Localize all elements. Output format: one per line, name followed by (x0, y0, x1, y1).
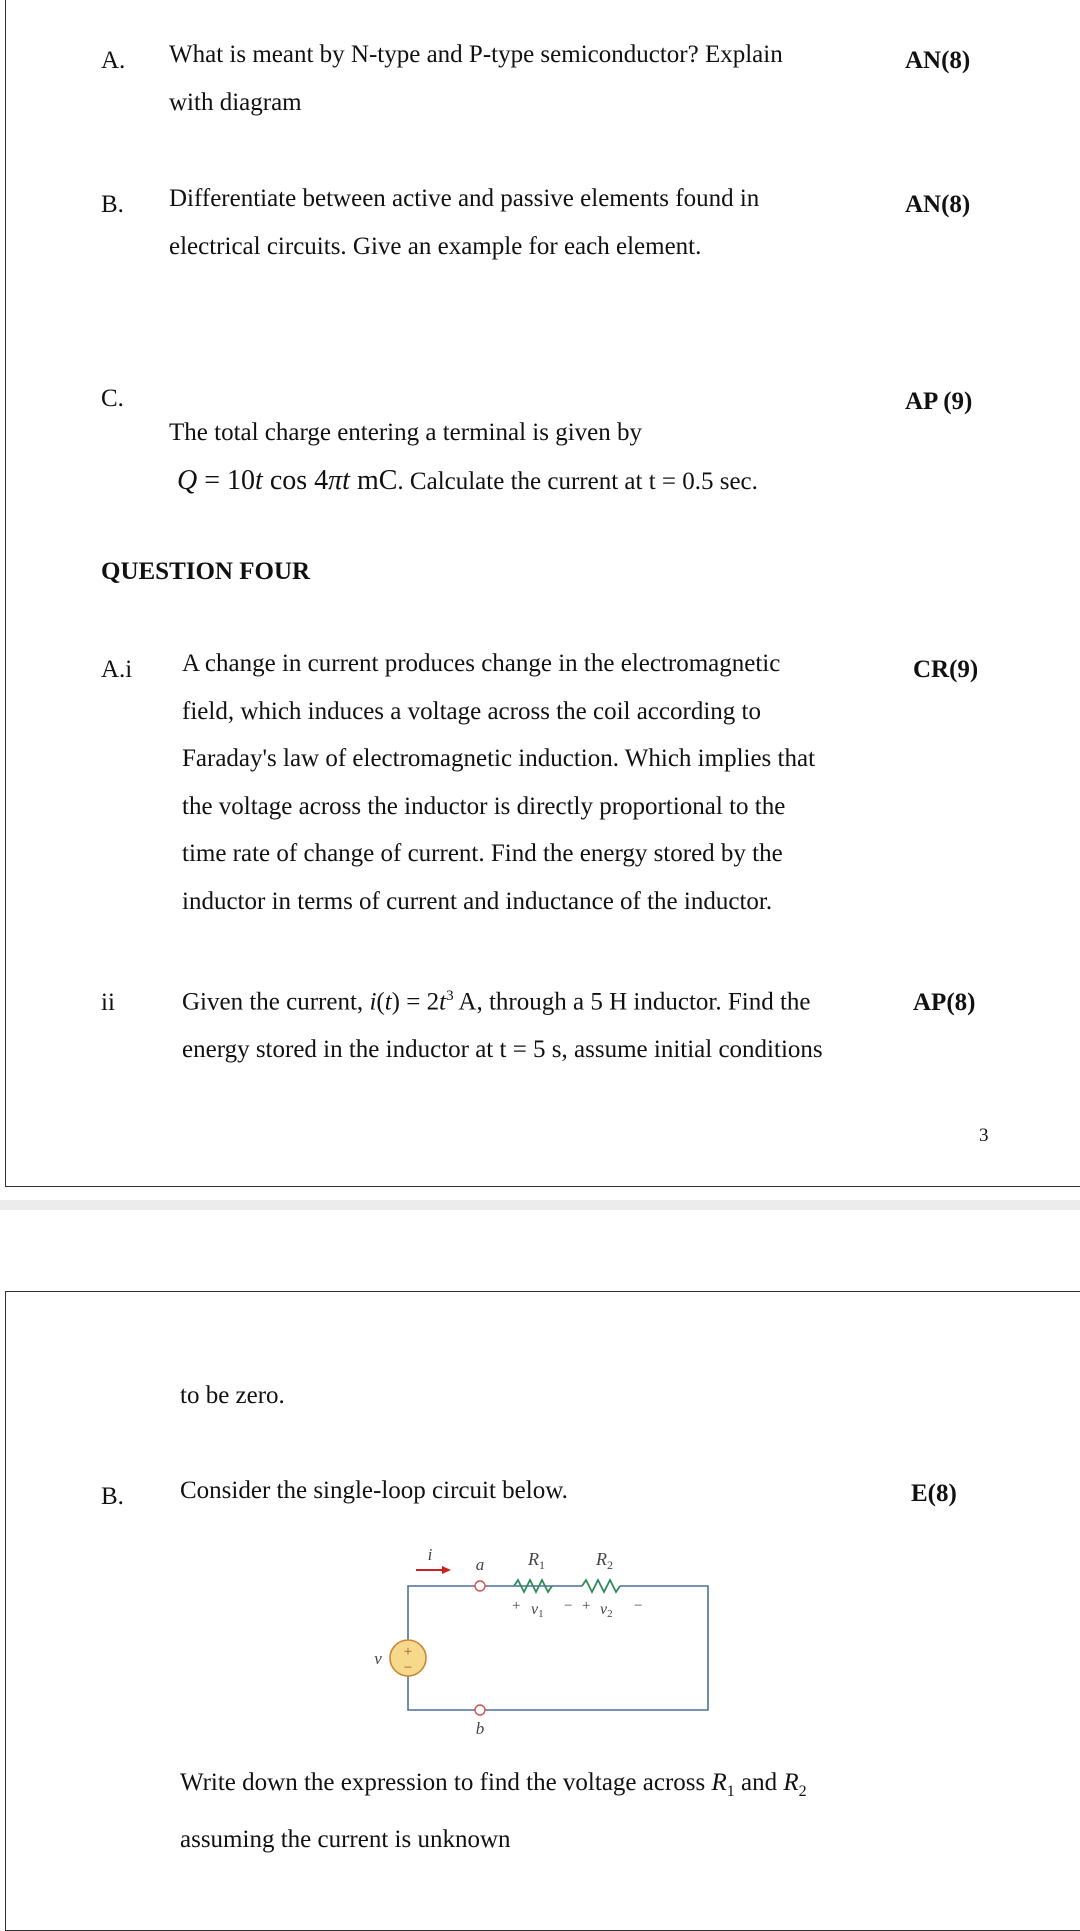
v1-minus: − (564, 1598, 573, 1614)
question-ai-label: A.i (101, 656, 133, 683)
exam-page-4 (5, 1291, 1080, 1931)
resistor-r2 (582, 1580, 620, 1592)
question-b-label: B. (101, 191, 124, 218)
question-b2-followup: Write down the expression to find the voltage across $R_1$ and $R_2$ assuming the current is unknown (180, 1769, 807, 1853)
exam-page-3 (5, 0, 1080, 1187)
question-a-label: A. (101, 47, 126, 74)
current-label-i: i (427, 1545, 433, 1564)
question-b2-marks: E(8) (911, 1480, 957, 1507)
terminal-a (475, 1581, 485, 1591)
question-ai-marks: CR(9) (913, 656, 979, 683)
section-heading: QUESTION FOUR (101, 558, 311, 585)
page-number: 3 (979, 1125, 989, 1146)
page-separator (0, 1200, 1080, 1210)
resistor-label-r1: $R_1$ (528, 1549, 545, 1572)
charge-equation: Q = 10t cos 4πt mC (177, 464, 398, 496)
terminal-b (475, 1705, 485, 1715)
question-b-text: Differentiate between active and passive elements found in electrical circuits. Give an example for each element. (169, 185, 760, 260)
question-c-marks: AP (9) (905, 388, 973, 415)
node-label-a: a (475, 1555, 485, 1574)
question-a-text: What is meant by N-type and P-type semiconductor? Explain with diagram (169, 41, 783, 116)
question-ii-text: Given the current, $i(t) = 2t^3$ A, through a 5 H inductor. Find the energy stored in the inductor at t = 5 s, assume initial conditions (182, 988, 823, 1063)
circuit-wire-bottom (408, 1675, 475, 1710)
source-plus-sign: + (403, 1644, 413, 1660)
v2-minus: − (634, 1598, 643, 1614)
question-ii-marks: AP(8) (913, 989, 976, 1016)
question-c-text: The total charge entering a terminal is given by Q = 10t cos 4πt mC. Calculate the current at t = 0.5 sec. (169, 409, 758, 505)
question-a-marks: AN(8) (905, 47, 971, 74)
node-label-b: b (475, 1719, 485, 1738)
question-c-label: C. (101, 385, 124, 412)
resistor-label-r2: $R_2$ (596, 1549, 613, 1572)
question-ai-text: A change in current produces change in the electromagnetic field, which induces a voltage across the coil according to Faraday's law of electromagnetic induction. Which implies that the voltage across the inductor is directly proportional to the time rate of change of current. Find the energy stored by the inductor in terms of current and inductance of the inductor. (182, 650, 816, 915)
source-label-v: v (374, 1649, 382, 1668)
source-minus-sign: − (403, 1660, 413, 1676)
charge-equation-line: Q = 10t cos 4πt mC. Calculate the current at t = 0.5 sec. (177, 464, 758, 496)
single-loop-circuit (356, 1536, 726, 1746)
v1-plus: + (512, 1598, 521, 1614)
question-b-marks: AN(8) (905, 191, 971, 218)
current-arrowhead (442, 1566, 451, 1574)
v2-label: v2 (600, 1601, 613, 1620)
circuit-wire-top (408, 1586, 476, 1642)
v1-label: v1 (531, 1601, 544, 1620)
question-ii-label: ii (101, 989, 115, 1016)
question-b2-label: B. (101, 1483, 124, 1510)
question-b2-text: Consider the single-loop circuit below. (180, 1477, 568, 1504)
continuation-text: to be zero. (180, 1382, 285, 1409)
v2-plus: + (582, 1598, 591, 1614)
